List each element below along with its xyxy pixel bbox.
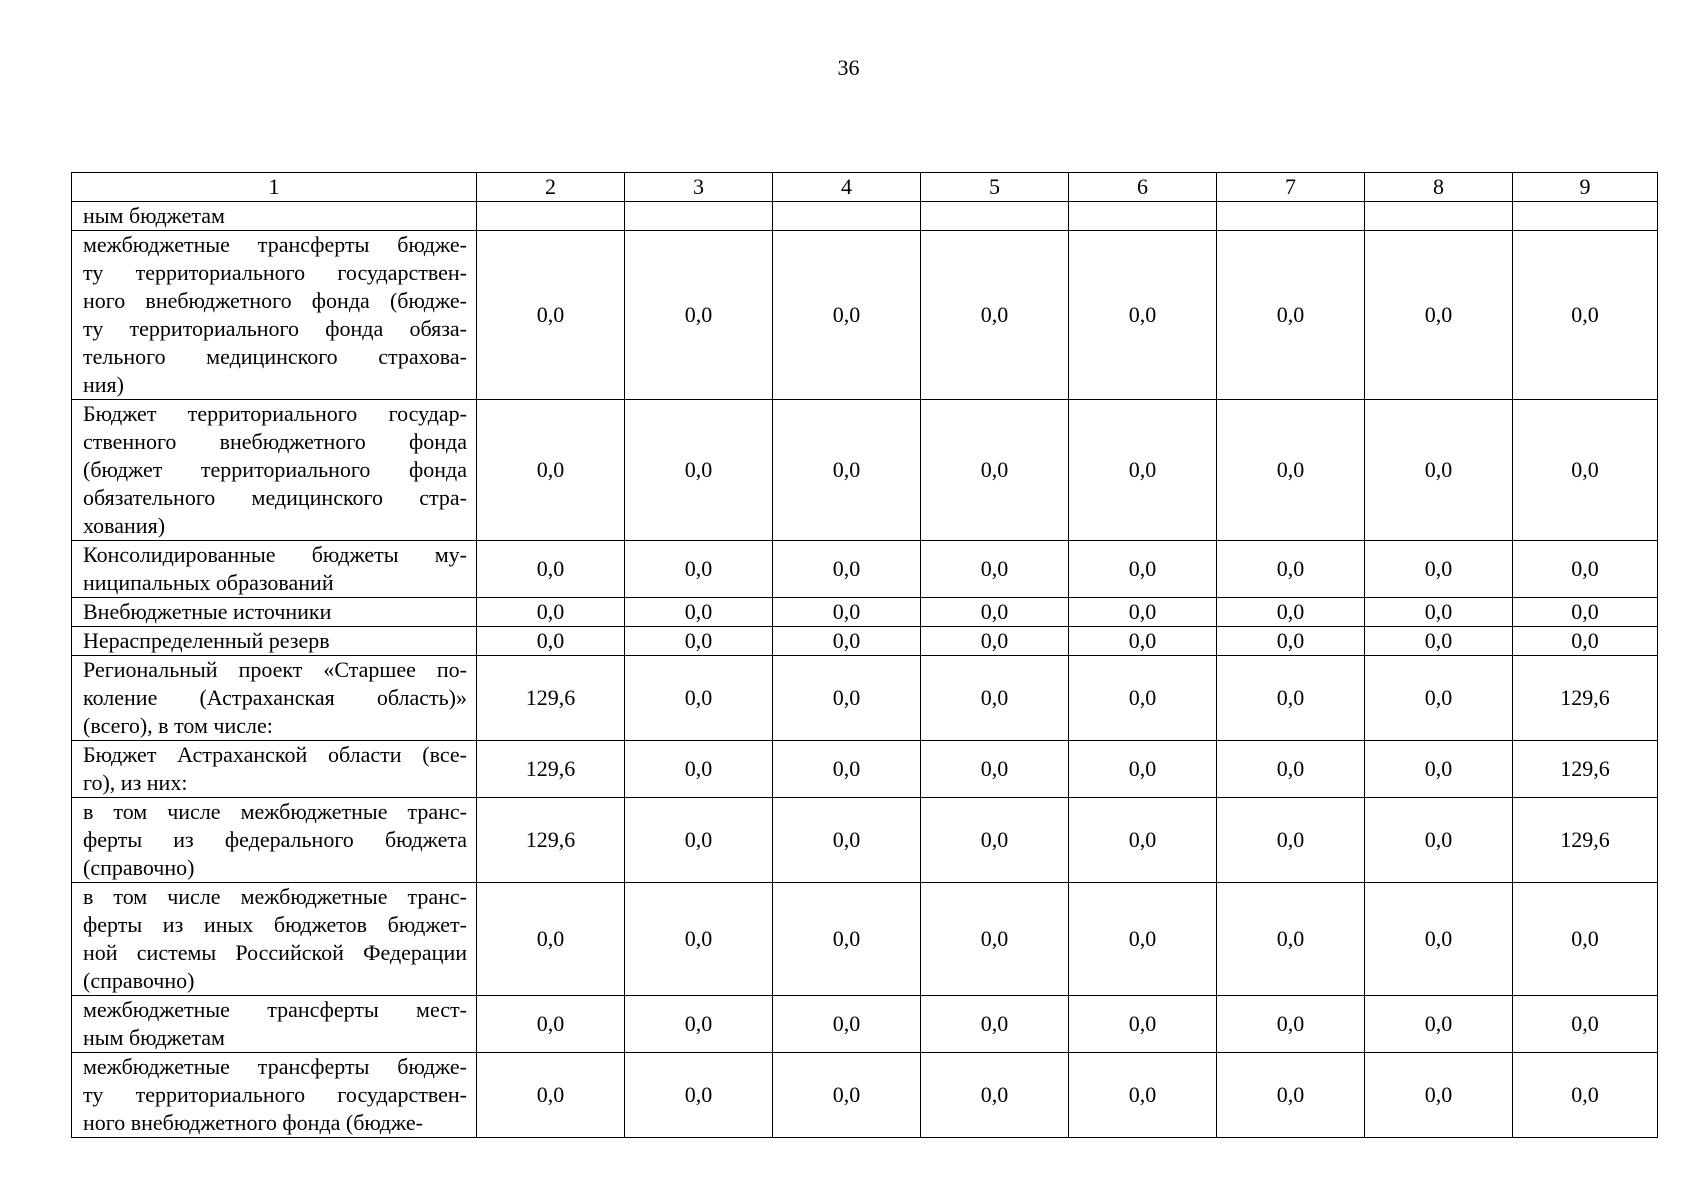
row-label bbox=[72, 798, 477, 883]
row-label bbox=[72, 996, 477, 1053]
value-cell: 0,0 bbox=[921, 656, 1069, 741]
value-cell: 0,0 bbox=[1365, 541, 1513, 598]
value-cell: 0,0 bbox=[1069, 996, 1217, 1053]
value-cell: 0,0 bbox=[477, 996, 625, 1053]
value-cell: 0,0 bbox=[1217, 656, 1365, 741]
row-label-line: ной системы Российской Федерации bbox=[83, 940, 467, 965]
value-cell: 0,0 bbox=[773, 996, 921, 1053]
row-label-line: Бюджет территориального государ- bbox=[83, 401, 467, 426]
row-label-line: ту территориального государствен- bbox=[83, 260, 467, 285]
value-cell: 0,0 bbox=[1069, 598, 1217, 627]
row-label-line: тельного медицинского страхова- bbox=[83, 344, 467, 369]
value-cell: 0,0 bbox=[625, 627, 773, 656]
value-cell: 0,0 bbox=[921, 598, 1069, 627]
value-cell: 0,0 bbox=[1365, 627, 1513, 656]
value-cell bbox=[1069, 202, 1217, 231]
value-cell: 0,0 bbox=[1365, 400, 1513, 541]
value-cell: 0,0 bbox=[773, 627, 921, 656]
value-cell: 0,0 bbox=[1365, 598, 1513, 627]
value-cell: 0,0 bbox=[1069, 627, 1217, 656]
value-cell: 129,6 bbox=[1513, 798, 1658, 883]
row-label-line: Нераспределенный резерв bbox=[83, 628, 330, 653]
value-cell: 0,0 bbox=[773, 231, 921, 400]
row-label bbox=[72, 231, 477, 400]
value-cell: 0,0 bbox=[1365, 1053, 1513, 1138]
value-cell: 0,0 bbox=[625, 1053, 773, 1138]
value-cell: 0,0 bbox=[625, 996, 773, 1053]
value-cell: 0,0 bbox=[1069, 798, 1217, 883]
column-number: 4 bbox=[773, 173, 921, 202]
table-row bbox=[72, 598, 1658, 627]
value-cell: 129,6 bbox=[477, 656, 625, 741]
value-cell: 0,0 bbox=[773, 883, 921, 996]
table-row bbox=[72, 996, 1658, 1053]
row-label-line: ния) bbox=[83, 372, 124, 397]
value-cell: 0,0 bbox=[1217, 627, 1365, 656]
row-label bbox=[72, 541, 477, 598]
value-cell: 0,0 bbox=[773, 541, 921, 598]
value-cell: 0,0 bbox=[625, 798, 773, 883]
value-cell: 0,0 bbox=[477, 1053, 625, 1138]
row-label-line: ферты из иных бюджетов бюджет- bbox=[83, 912, 467, 937]
value-cell: 0,0 bbox=[773, 656, 921, 741]
value-cell: 0,0 bbox=[1069, 741, 1217, 798]
value-cell: 0,0 bbox=[1217, 598, 1365, 627]
value-cell: 0,0 bbox=[1365, 883, 1513, 996]
value-cell: 0,0 bbox=[1365, 656, 1513, 741]
value-cell: 129,6 bbox=[1513, 741, 1658, 798]
value-cell: 0,0 bbox=[921, 996, 1069, 1053]
table-row bbox=[72, 400, 1658, 541]
table-row bbox=[72, 627, 1658, 656]
column-number: 5 bbox=[921, 173, 1069, 202]
value-cell: 0,0 bbox=[625, 883, 773, 996]
value-cell: 0,0 bbox=[1513, 1053, 1658, 1138]
row-label bbox=[72, 656, 477, 741]
table-row bbox=[72, 656, 1658, 741]
value-cell: 0,0 bbox=[1217, 231, 1365, 400]
value-cell: 129,6 bbox=[477, 798, 625, 883]
value-cell: 0,0 bbox=[1513, 231, 1658, 400]
row-label-line: обязательного медицинского стра- bbox=[83, 485, 467, 510]
value-cell: 0,0 bbox=[625, 400, 773, 541]
column-number: 2 bbox=[477, 173, 625, 202]
row-label-line: ту территориального государствен- bbox=[83, 1082, 467, 1107]
value-cell: 0,0 bbox=[477, 541, 625, 598]
value-cell: 0,0 bbox=[477, 627, 625, 656]
value-cell: 0,0 bbox=[773, 400, 921, 541]
row-label-line: ным бюджетам bbox=[83, 203, 225, 228]
value-cell: 0,0 bbox=[1513, 400, 1658, 541]
row-label-line: Региональный проект «Старшее по- bbox=[83, 657, 467, 682]
value-cell: 0,0 bbox=[1513, 996, 1658, 1053]
value-cell: 0,0 bbox=[625, 231, 773, 400]
value-cell: 0,0 bbox=[773, 798, 921, 883]
value-cell: 0,0 bbox=[1217, 741, 1365, 798]
value-cell: 0,0 bbox=[477, 231, 625, 400]
value-cell: 0,0 bbox=[625, 656, 773, 741]
value-cell: 0,0 bbox=[1217, 400, 1365, 541]
value-cell: 0,0 bbox=[1365, 996, 1513, 1053]
budget-table bbox=[71, 172, 1658, 1138]
row-label-line: межбюджетные трансферты мест- bbox=[83, 997, 467, 1022]
row-label bbox=[72, 883, 477, 996]
value-cell: 0,0 bbox=[921, 231, 1069, 400]
value-cell: 0,0 bbox=[921, 883, 1069, 996]
row-label-line: ниципальных образований bbox=[83, 570, 334, 595]
row-label bbox=[72, 598, 477, 627]
value-cell: 0,0 bbox=[773, 741, 921, 798]
row-label-line: го), из них: bbox=[83, 770, 188, 795]
value-cell: 0,0 bbox=[625, 541, 773, 598]
row-label-line: ственного внебюджетного фонда bbox=[83, 429, 467, 454]
value-cell bbox=[921, 202, 1069, 231]
value-cell: 0,0 bbox=[1217, 883, 1365, 996]
table-row bbox=[72, 231, 1658, 400]
row-label-line: межбюджетные трансферты бюдже- bbox=[83, 232, 467, 257]
value-cell: 0,0 bbox=[921, 541, 1069, 598]
row-label bbox=[72, 741, 477, 798]
row-label-line: (справочно) bbox=[83, 855, 195, 880]
value-cell: 0,0 bbox=[1217, 1053, 1365, 1138]
value-cell: 0,0 bbox=[477, 400, 625, 541]
column-number-row bbox=[72, 173, 1658, 202]
value-cell: 0,0 bbox=[773, 1053, 921, 1138]
table-row bbox=[72, 741, 1658, 798]
value-cell bbox=[773, 202, 921, 231]
value-cell: 0,0 bbox=[1069, 1053, 1217, 1138]
value-cell: 0,0 bbox=[477, 883, 625, 996]
value-cell: 0,0 bbox=[1365, 741, 1513, 798]
table-row bbox=[72, 202, 1658, 231]
row-label bbox=[72, 400, 477, 541]
value-cell: 0,0 bbox=[1069, 231, 1217, 400]
value-cell: 0,0 bbox=[1069, 541, 1217, 598]
column-number: 3 bbox=[625, 173, 773, 202]
value-cell bbox=[1217, 202, 1365, 231]
value-cell bbox=[477, 202, 625, 231]
row-label-line: Внебюджетные источники bbox=[83, 599, 332, 624]
column-number: 8 bbox=[1365, 173, 1513, 202]
value-cell: 0,0 bbox=[1365, 798, 1513, 883]
row-label-line: ным бюджетам bbox=[83, 1025, 225, 1050]
value-cell: 0,0 bbox=[1069, 883, 1217, 996]
table-body bbox=[72, 173, 1658, 1138]
row-label-line: ту территориального фонда обяза- bbox=[83, 316, 467, 341]
column-number: 9 bbox=[1513, 173, 1658, 202]
value-cell: 0,0 bbox=[921, 1053, 1069, 1138]
row-label-line: в том числе межбюджетные транс- bbox=[83, 884, 467, 909]
value-cell: 0,0 bbox=[1069, 400, 1217, 541]
value-cell: 0,0 bbox=[1513, 883, 1658, 996]
row-label-line: (бюджет территориального фонда bbox=[83, 457, 467, 482]
value-cell: 0,0 bbox=[625, 741, 773, 798]
value-cell: 0,0 bbox=[1217, 996, 1365, 1053]
page-number: 36 bbox=[837, 55, 860, 80]
row-label-line: ного внебюджетного фонда (бюдже- bbox=[83, 1110, 423, 1135]
column-number: 1 bbox=[72, 173, 477, 202]
table-row bbox=[72, 883, 1658, 996]
row-label-line: Консолидированные бюджеты му- bbox=[83, 542, 467, 567]
value-cell: 129,6 bbox=[477, 741, 625, 798]
value-cell: 0,0 bbox=[477, 598, 625, 627]
value-cell: 0,0 bbox=[1365, 231, 1513, 400]
value-cell: 0,0 bbox=[921, 741, 1069, 798]
value-cell: 0,0 bbox=[921, 627, 1069, 656]
table-row bbox=[72, 798, 1658, 883]
row-label-line: ного внебюджетного фонда (бюдже- bbox=[83, 288, 467, 313]
row-label-line: в том числе межбюджетные транс- bbox=[83, 799, 467, 824]
value-cell: 0,0 bbox=[921, 798, 1069, 883]
row-label-line: (всего), в том числе: bbox=[83, 713, 273, 738]
row-label-line: хования) bbox=[83, 513, 166, 538]
value-cell bbox=[1513, 202, 1658, 231]
row-label bbox=[72, 1053, 477, 1138]
value-cell: 0,0 bbox=[1217, 541, 1365, 598]
value-cell: 0,0 bbox=[1513, 541, 1658, 598]
value-cell bbox=[625, 202, 773, 231]
value-cell: 0,0 bbox=[921, 400, 1069, 541]
row-label bbox=[72, 202, 477, 231]
value-cell bbox=[1365, 202, 1513, 231]
table-row bbox=[72, 1053, 1658, 1138]
row-label-line: межбюджетные трансферты бюдже- bbox=[83, 1054, 467, 1079]
table-row bbox=[72, 541, 1658, 598]
value-cell: 0,0 bbox=[1069, 656, 1217, 741]
row-label-line: коление (Астраханская область)» bbox=[83, 685, 467, 710]
value-cell: 0,0 bbox=[625, 598, 773, 627]
value-cell: 0,0 bbox=[1513, 627, 1658, 656]
column-number: 7 bbox=[1217, 173, 1365, 202]
row-label-line: ферты из федерального бюджета bbox=[83, 827, 467, 852]
row-label bbox=[72, 627, 477, 656]
column-number: 6 bbox=[1069, 173, 1217, 202]
value-cell: 0,0 bbox=[773, 598, 921, 627]
row-label-line: Бюджет Астраханской области (все- bbox=[83, 742, 467, 767]
value-cell: 0,0 bbox=[1217, 798, 1365, 883]
value-cell: 0,0 bbox=[1513, 598, 1658, 627]
row-label-line: (справочно) bbox=[83, 968, 195, 993]
value-cell: 129,6 bbox=[1513, 656, 1658, 741]
